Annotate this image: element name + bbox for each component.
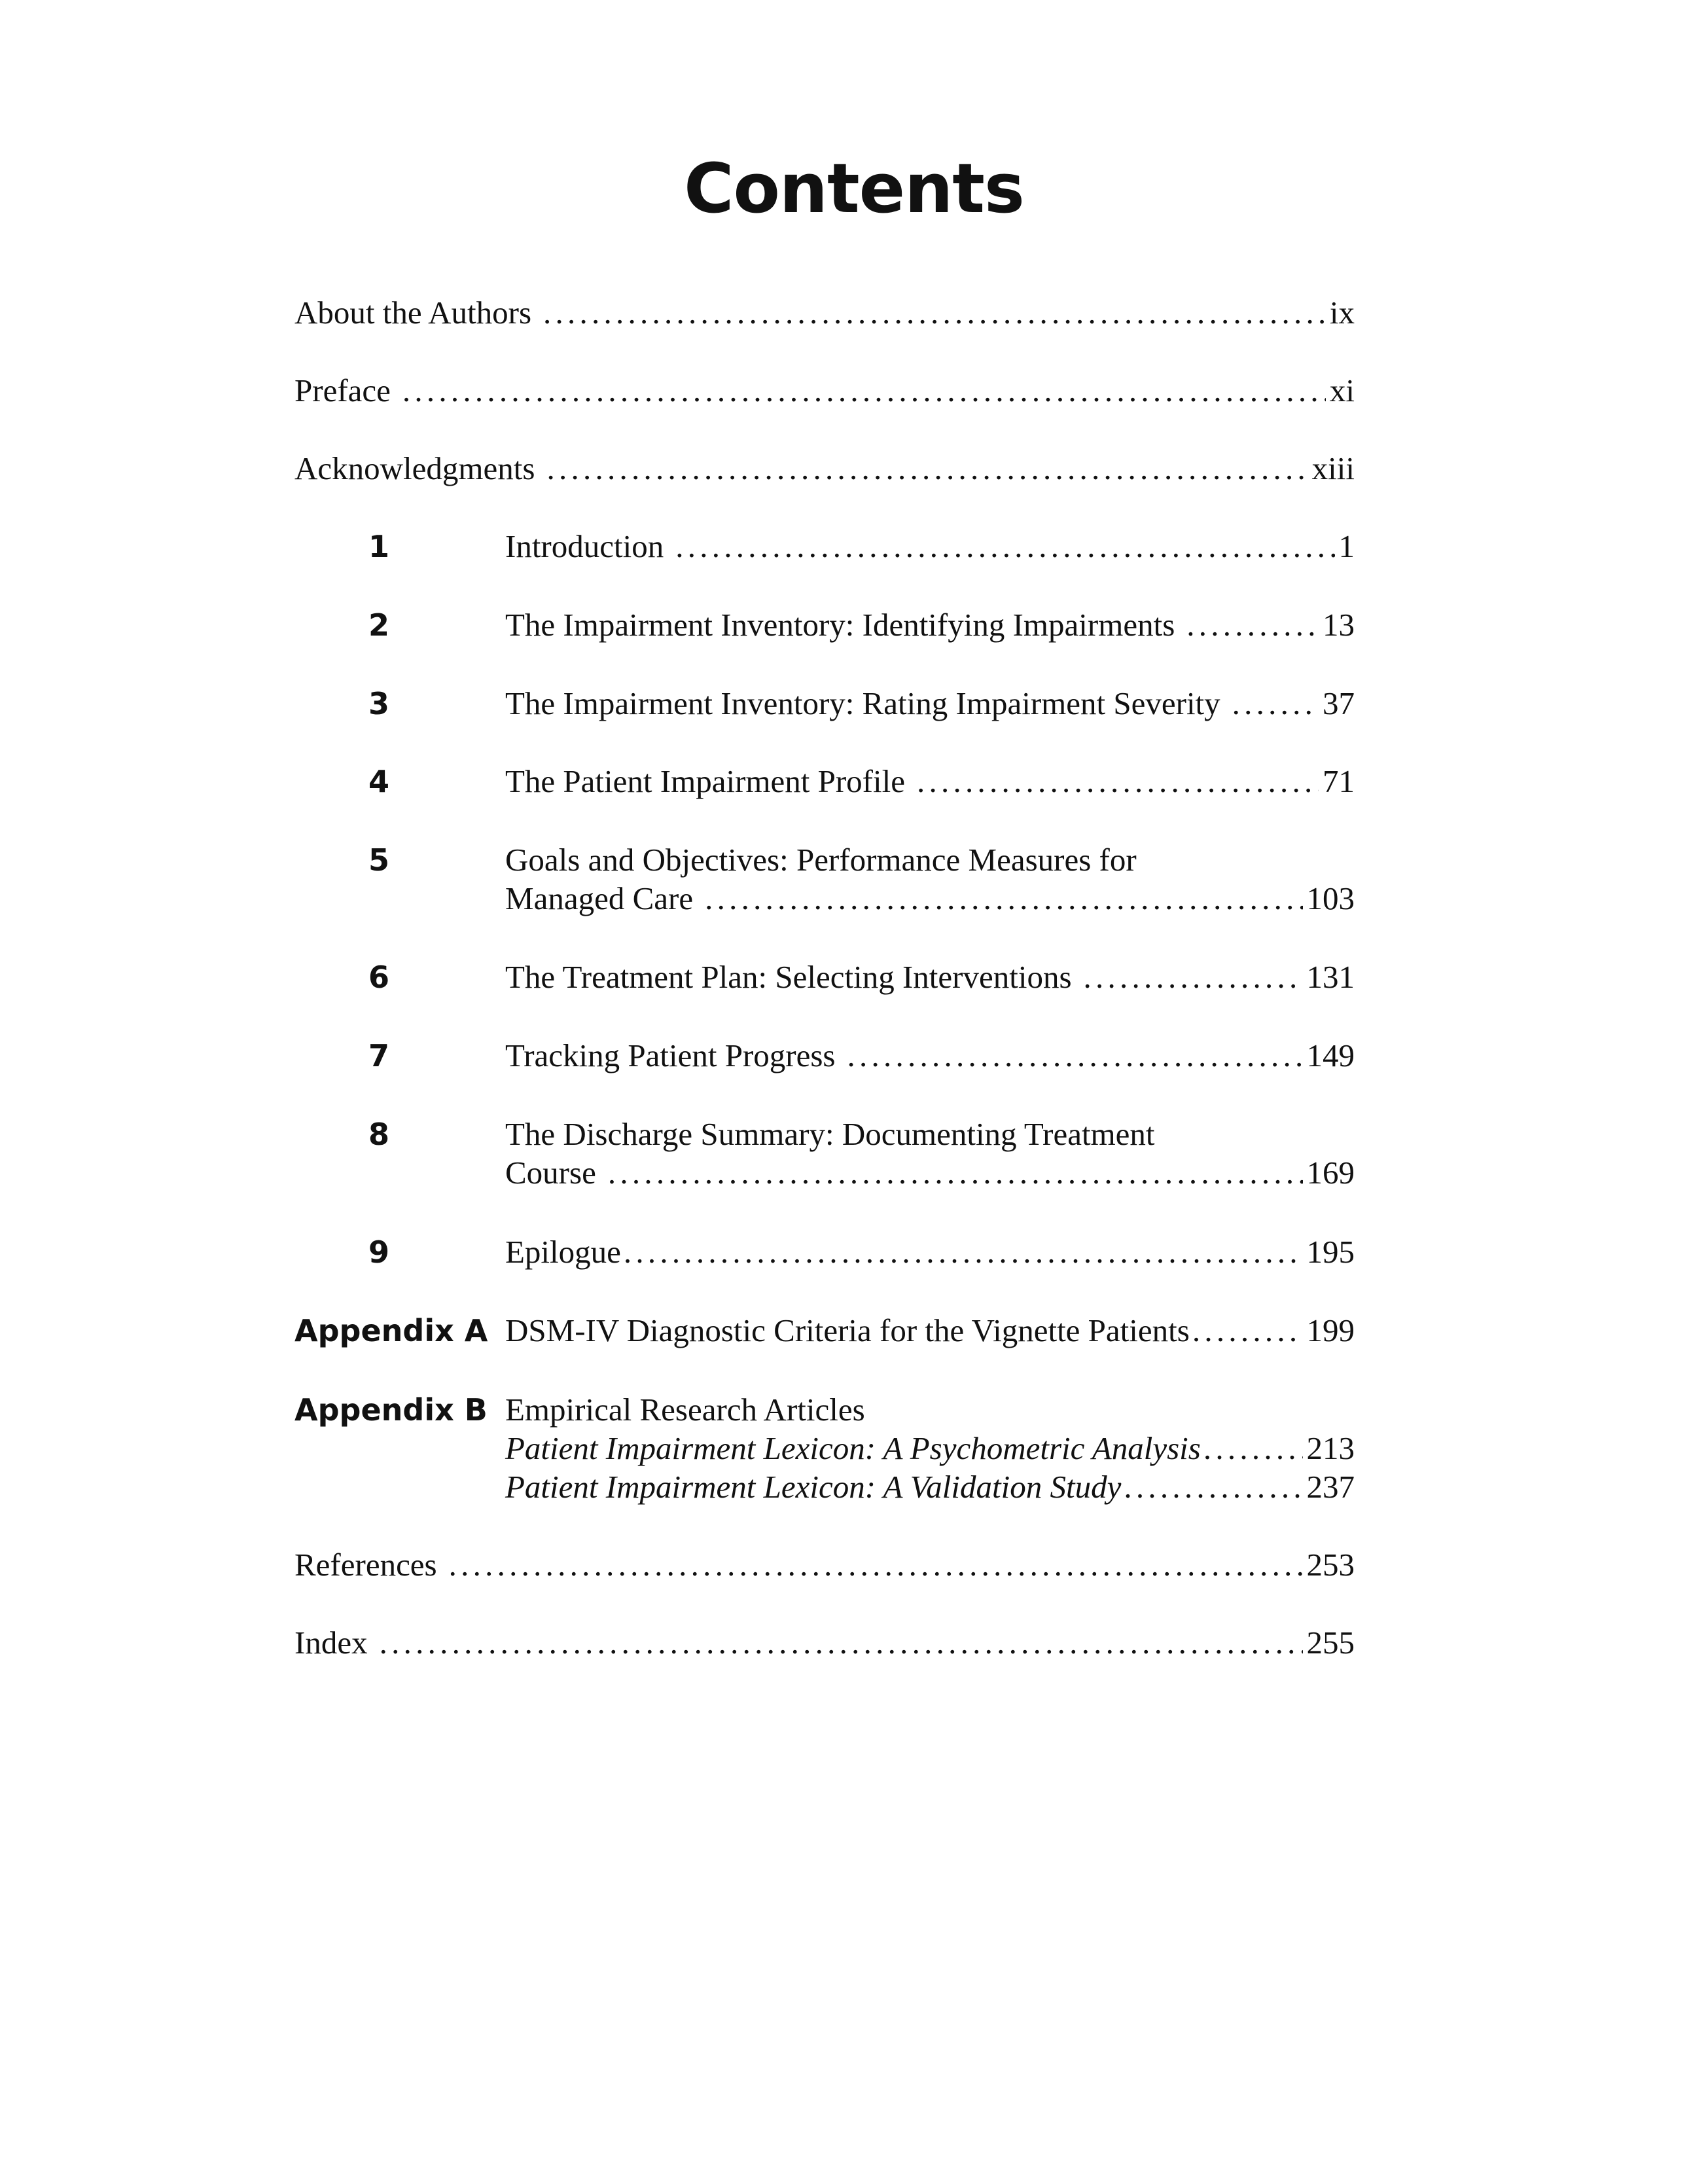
dot-leader [675,525,1334,568]
toc-chapter-8-continued[interactable] [294,1151,1355,1195]
toc-entry-page: 195 [1306,1234,1355,1270]
chapter-number: 3 [368,686,389,721]
toc-appendix-b[interactable] [294,1388,1355,1431]
toc-chapter-9[interactable] [294,1231,1355,1274]
toc-entry-title: Epilogue [505,1234,621,1270]
dot-leader [917,760,1319,803]
chapter-number: 8 [368,1117,389,1152]
toc-entry-preface[interactable] [294,369,1355,412]
appendix-label: Appendix B [294,1392,488,1428]
toc-entry-page: 103 [1306,880,1355,916]
toc-entry-page: 13 [1323,607,1355,643]
toc-entry-title: References [294,1547,437,1583]
chapter-number: 6 [368,960,389,995]
dot-leader [608,1151,1303,1195]
toc-entry-title: Preface [294,372,391,408]
toc-chapter-2[interactable] [294,603,1355,647]
toc-entry-page: 253 [1306,1547,1355,1583]
toc-entry-title: DSM-IV Diagnostic Criteria for the Vignette Patients [505,1312,1190,1348]
toc-entry-page: 199 [1306,1312,1355,1348]
toc-entry-page: ix [1329,295,1355,331]
toc-entry-about-the-authors[interactable] [294,291,1355,334]
toc-entry-page: 169 [1306,1155,1355,1191]
toc-entry-title-line1: The Discharge Summary: Documenting Treatment [505,1116,1155,1152]
toc-entry-title: Tracking Patient Progress [505,1037,836,1073]
toc-entry-title: The Patient Impairment Profile [505,763,905,799]
chapter-number: 1 [368,529,389,564]
dot-leader [1084,956,1303,999]
dot-leader [402,369,1326,412]
toc-entry-title: Acknowledgments [294,450,535,486]
toc-entry-index[interactable] [294,1621,1355,1665]
toc-entry-page: 1 [1338,528,1355,564]
chapter-number: 2 [368,607,389,643]
toc-appendix-b-article-1[interactable] [294,1427,1355,1470]
appendix-label: Appendix A [294,1313,488,1348]
dot-leader [1192,1309,1303,1352]
toc-chapter-8[interactable] [294,1113,1355,1156]
toc-entry-page: 149 [1306,1037,1355,1073]
toc-entry-title: Empirical Research Articles [505,1392,865,1428]
page-title: Contents [684,149,1024,228]
toc-chapter-1[interactable] [294,525,1355,568]
chapter-number: 4 [368,764,389,799]
dot-leader [380,1621,1303,1665]
toc-entry-title-line2: Managed Care [505,880,694,916]
toc-entry-page: 213 [1306,1430,1355,1466]
toc-entry-title-line1: Goals and Objectives: Performance Measures for [505,842,1137,878]
dot-leader [1124,1466,1302,1509]
toc-entry-title: Index [294,1625,368,1661]
toc-entry-page: 131 [1306,959,1355,995]
dot-leader [546,447,1308,490]
dot-leader [543,291,1326,334]
toc-chapter-4[interactable] [294,760,1355,803]
toc-entry-page: xiii [1311,450,1355,486]
toc-entry-page: 37 [1323,685,1355,721]
dot-leader [449,1543,1303,1587]
dot-leader [1186,603,1319,647]
dot-leader [624,1231,1303,1274]
toc-chapter-5-continued[interactable] [294,877,1355,920]
toc-chapter-3[interactable] [294,682,1355,725]
toc-chapter-7[interactable] [294,1034,1355,1077]
dot-leader [705,877,1302,920]
dot-leader [847,1034,1303,1077]
toc-chapter-5[interactable] [294,838,1355,882]
chapter-number: 9 [368,1234,389,1270]
toc-entry-page: 237 [1306,1469,1355,1505]
toc-entry-title: The Impairment Inventory: Rating Impairment Severity [505,685,1220,721]
toc-entry-page: 255 [1306,1625,1355,1661]
toc-entry-title: About the Authors [294,295,532,331]
toc-appendix-b-article-2[interactable] [294,1466,1355,1509]
toc-entry-acknowledgments[interactable] [294,447,1355,490]
chapter-number: 5 [368,842,389,878]
toc-entry-page: 71 [1323,763,1355,799]
toc-entry-title: The Treatment Plan: Selecting Interventions [505,959,1072,995]
dot-leader [1232,682,1319,725]
toc-entry-title: The Impairment Inventory: Identifying Impairments [505,607,1175,643]
chapter-number: 7 [368,1038,389,1073]
toc-entry-page: xi [1329,372,1355,408]
toc-entry-title-line2: Course [505,1155,596,1191]
toc-entry-title: Introduction [505,528,664,564]
dot-leader [1203,1427,1303,1470]
toc-chapter-6[interactable] [294,956,1355,999]
toc-appendix-a[interactable] [294,1309,1355,1352]
toc-entry-references[interactable] [294,1543,1355,1587]
toc-entry-title: Patient Impairment Lexicon: A Validation Study [505,1469,1122,1505]
toc-entry-title: Patient Impairment Lexicon: A Psychometric Analysis [505,1430,1201,1466]
